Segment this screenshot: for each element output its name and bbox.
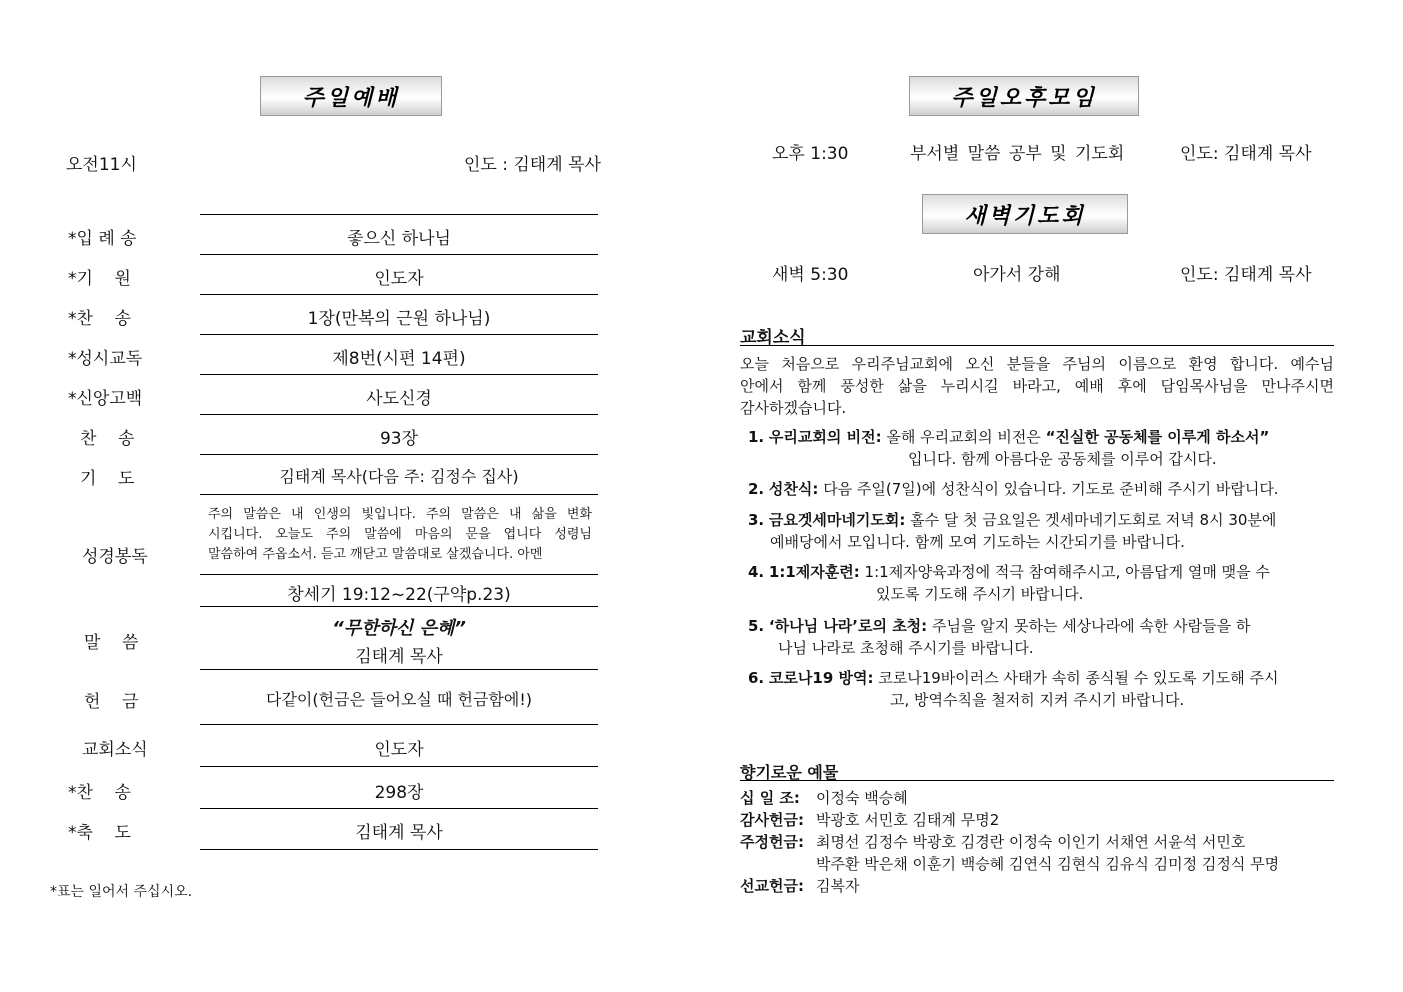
afternoon-leader: 인도: 김태계 목사 <box>1180 144 1312 164</box>
news-item-communion: 2. 성찬식: 다음 주일(7일)에 성찬식이 있습니다. 기도로 준비해 주시기 바랍니다. <box>748 480 1279 498</box>
dawn-title: 새벽기도회 <box>922 194 1128 234</box>
rule <box>200 294 598 295</box>
scripture-prayer: 주의 말씀은 내 인생의 빛입니다. 주의 말씀은 내 삶을 변화 시킵니다. 오늘도 주의 말씀에 마음의 문을 엽니다 성령님 말씀하여 주옵소서. 듣고 깨닫고 말씀대로 살겠습니다. 아멘 <box>208 507 592 562</box>
rule <box>200 374 598 375</box>
news-item-discipleship: 4. 1:1제자훈련: 1:1제자양육과정에 적극 참여해주시고, 아름답게 열매 맺을 수 있도록 기도해 주시기 바랍니다. <box>748 563 1270 603</box>
rule <box>200 724 598 725</box>
rule <box>200 494 598 495</box>
rule <box>200 254 598 255</box>
afternoon-desc: 부서별 말씀 공부 및 기도회 <box>910 144 1125 164</box>
offering-title: 향기로운 예물 <box>740 763 839 782</box>
news-intro: 오늘 처음으로 우리주님교회에 오신 분들을 주님의 이름으로 환영 합니다. 예수님 안에서 함께 풍성한 삶을 누리시길 바라고, 예배 후에 담임목사님을 만나주시면 감사하겠습니다. <box>740 355 1334 417</box>
rule <box>200 766 598 767</box>
scripture-label: 성경봉독 <box>82 547 148 567</box>
rule <box>200 454 598 455</box>
afternoon-time: 오후 1:30 <box>772 144 849 164</box>
scripture-reference: 창세기 19:12~22(구약p.23) <box>287 585 511 605</box>
rule <box>200 414 598 415</box>
sermon-label: 말 씀 <box>84 633 139 653</box>
rule <box>200 808 598 809</box>
sermon-title: “무한하신 은혜” <box>332 618 466 639</box>
afternoon-title: 주일오후모임 <box>909 76 1139 116</box>
news-item-covid: 6. 코로나19 방역: 코로나19바이러스 사태가 속히 종식될 수 있도록 기도해 주시 고, 방역수칙을 철저히 지켜 주시기 바랍니다. <box>748 669 1279 709</box>
footnote: *표는 일어서 주십시오. <box>50 884 193 900</box>
news-item-vision: 1. 우리교회의 비전: 올해 우리교회의 비전은 “진실한 공동체를 이루게 하소서” 입니다. 함께 아름다운 공동체를 이루어 갑시다. <box>748 428 1270 468</box>
news-title: 교회소식 <box>740 328 806 348</box>
rule <box>200 214 598 215</box>
news-item-friday-prayer: 3. 금요겟세마네기도회: 홀수 달 첫 금요일은 겟세마네기도회로 저녁 8시 30분에 예배당에서 모입니다. 함께 모여 기도하는 시간되기를 바랍니다. <box>748 511 1277 551</box>
news-title-rule <box>740 345 1334 346</box>
sermon-preacher: 김태계 목사 <box>355 647 443 667</box>
worship-leader: 인도 : 김태계 목사 <box>464 155 601 175</box>
dawn-leader: 인도: 김태계 목사 <box>1180 265 1312 285</box>
rule <box>200 669 598 670</box>
dawn-desc: 아가서 강해 <box>973 265 1061 285</box>
dawn-time: 새벽 5:30 <box>772 265 849 285</box>
rule <box>200 606 598 607</box>
worship-time: 오전11시 <box>66 155 137 175</box>
news-item-invitation: 5. ‘하나님 나라’로의 초청: 주님을 알지 못하는 세상나라에 속한 사람들을 하 나님 나라로 초청해 주시기를 바랍니다. <box>748 617 1251 657</box>
rule <box>200 574 598 575</box>
worship-title: 주일예배 <box>260 76 442 116</box>
offering-title-rule <box>740 780 1334 781</box>
rule <box>200 334 598 335</box>
rule <box>200 849 598 850</box>
